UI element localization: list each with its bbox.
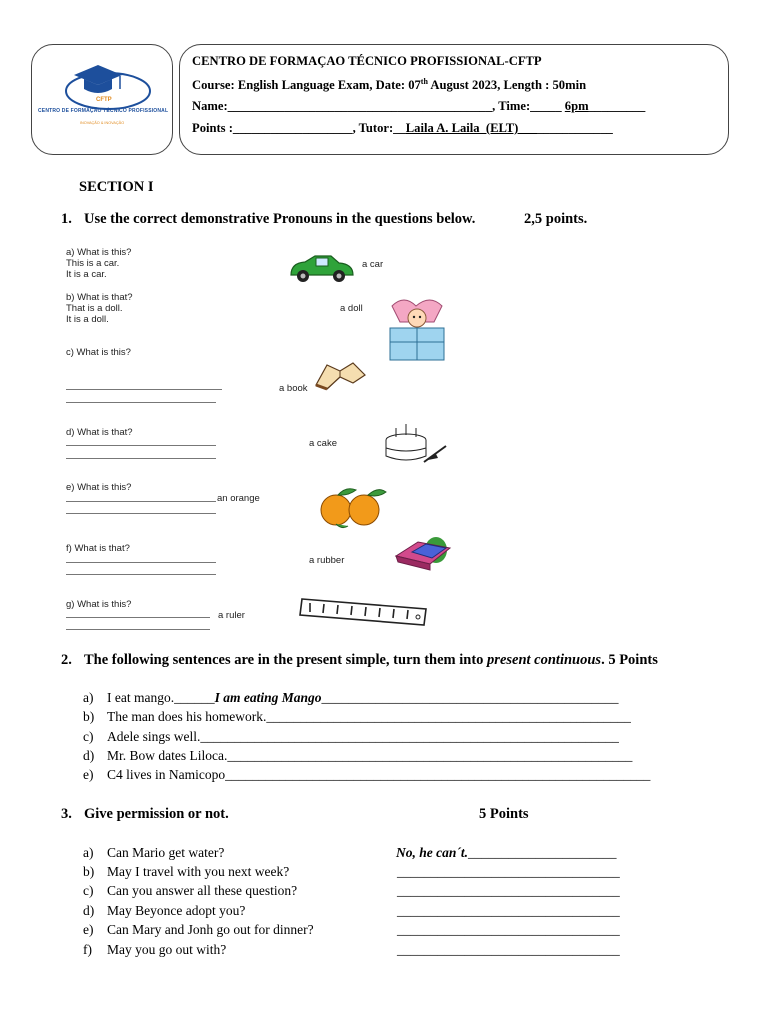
q2-item-c: c) Adele sings well.______________________________________________________________ bbox=[83, 729, 619, 744]
label-rubber: a rubber bbox=[309, 555, 345, 566]
label-cake: a cake bbox=[309, 438, 337, 449]
points-field: Points :___________________, Tutor:__ bbox=[192, 121, 406, 135]
answer-line-c-1[interactable] bbox=[66, 389, 222, 390]
q2-instruction: The following sentences are in the present simple, turn them into present continuous. 5 Points bbox=[84, 652, 658, 668]
q3-item-c: c) Can you answer all these question? bbox=[83, 883, 298, 898]
q3-answer-line-c[interactable]: _________________________________ bbox=[397, 883, 620, 898]
q3-number: 3. bbox=[61, 806, 72, 822]
q3-item-a: a) Can Mario get water? bbox=[83, 845, 225, 860]
course-line: Course: English Language Exam, Date: 07th August 2023, Length : 50min bbox=[192, 77, 587, 93]
q3-answer-line-b[interactable]: _________________________________ bbox=[397, 864, 620, 879]
q1-item-e: e) What is this? bbox=[66, 482, 132, 493]
label-ruler: a ruler bbox=[218, 610, 245, 621]
answer-line-g-1[interactable] bbox=[66, 617, 210, 618]
tutor-value: Laila A. Laila_(ELT)___ bbox=[405, 121, 538, 135]
answer-line-d-2[interactable] bbox=[66, 458, 216, 459]
svg-text:INOVAÇÃO & INOVAÇÃO: INOVAÇÃO & INOVAÇÃO bbox=[80, 121, 125, 125]
q2-item-b: b) The man does his homework.______________________________________________________ bbox=[83, 709, 631, 724]
name-field[interactable]: __________________________________________ bbox=[227, 99, 493, 113]
q3-answer-line-e[interactable]: _________________________________ bbox=[397, 922, 620, 937]
q3-item-b: b) May I travel with you next week? bbox=[83, 864, 290, 879]
q2-item-e: e) C4 lives in Namicopo_______________________________________________________________ bbox=[83, 767, 651, 782]
q1-item-f: f) What is that? bbox=[66, 543, 130, 554]
q2-answer-line-e[interactable]: _______________________________________________________________ bbox=[225, 767, 651, 782]
section-title: SECTION I bbox=[79, 179, 154, 195]
name-time-line: Name:__________________________________________, Time:_____ 6pm_________ bbox=[192, 99, 646, 113]
label-orange: an orange bbox=[217, 493, 260, 504]
time-value: 6pm bbox=[564, 99, 589, 113]
logo-box bbox=[31, 44, 173, 155]
q3-example-answer: No, he can´t. bbox=[396, 845, 468, 860]
svg-text:CFTP: CFTP bbox=[96, 97, 112, 103]
q3-instruction: Give permission or not. bbox=[84, 806, 229, 822]
q3-item-f: f) May you go out with? bbox=[83, 942, 227, 957]
ruler-icon bbox=[298, 595, 430, 629]
rubber-eraser-icon bbox=[392, 532, 456, 572]
book-icon bbox=[313, 361, 367, 391]
answer-line-d-1[interactable] bbox=[66, 445, 216, 446]
school-logo bbox=[32, 45, 172, 154]
q1-points: 2,5 points. bbox=[524, 211, 588, 227]
q1-item-g: g) What is this? bbox=[66, 599, 132, 610]
q1-instruction: Use the correct demonstrative Pronouns in the questions below. bbox=[84, 211, 476, 227]
center-name: CENTRO DE FORMAÇAO TÉCNICO PROFISSIONAL-CFTP bbox=[192, 54, 542, 68]
q3-points: 5 Points bbox=[479, 806, 529, 822]
svg-text:CENTRO DE FORMAÇÃO TÉCNICO PRO: CENTRO DE FORMAÇÃO TÉCNICO PROFISSIONAL bbox=[38, 108, 168, 114]
points-tutor-line: Points :___________________, Tutor:__Laila A. Laila_(ELT)_______________ bbox=[192, 121, 613, 135]
answer-line-g-2[interactable] bbox=[66, 629, 210, 630]
q3-answer-line-a[interactable]: ______________________ bbox=[468, 845, 617, 860]
q2-answer-line-d[interactable]: ____________________________________________________________ bbox=[227, 748, 633, 763]
label-doll: a doll bbox=[340, 303, 363, 314]
q2-item-a: a) I eat mango.______I am eating Mango____________________________________________ bbox=[83, 690, 619, 705]
q1-item-a: a) What is this? This is a car. It is a car. bbox=[66, 247, 132, 280]
graduation-cap-icon bbox=[74, 65, 122, 85]
answer-line-f-2[interactable] bbox=[66, 574, 216, 575]
q3-item-e: e) Can Mary and Jonh go out for dinner? bbox=[83, 922, 314, 937]
orange-icon bbox=[316, 484, 390, 530]
answer-line-c-2[interactable] bbox=[66, 402, 216, 403]
q1-number: 1. bbox=[61, 211, 72, 227]
doll-in-box-icon bbox=[386, 296, 448, 362]
answer-line-e-2[interactable] bbox=[66, 513, 216, 514]
q3-answer-line-d[interactable]: _________________________________ bbox=[397, 903, 620, 918]
label-book: a book bbox=[279, 383, 308, 394]
answer-line-e-1[interactable] bbox=[66, 501, 216, 502]
q2-answer-line-a[interactable]: ____________________________________________ bbox=[321, 690, 619, 705]
q2-item-d: d) Mr. Bow dates Liloca.____________________________________________________________ bbox=[83, 748, 633, 763]
label-car: a car bbox=[362, 259, 384, 270]
name-label: Name: bbox=[192, 99, 228, 113]
q2-number: 2. bbox=[61, 652, 72, 668]
q2-answer-line-c[interactable]: ______________________________________________________________ bbox=[200, 729, 619, 744]
q1-item-d: d) What is that? bbox=[66, 427, 133, 438]
q2-example-answer: I am eating Mango bbox=[214, 690, 322, 705]
q3-answer-a bbox=[396, 845, 617, 861]
q2-answer-line-b[interactable]: ______________________________________________________ bbox=[266, 709, 631, 724]
car-icon bbox=[285, 253, 357, 285]
q3-item-d: d) May Beyonce adopt you? bbox=[83, 903, 246, 918]
q1-item-b: b) What is that? That is a doll. It is a doll. bbox=[66, 292, 133, 325]
answer-line-f-1[interactable] bbox=[66, 562, 216, 563]
q3-answer-line-f[interactable]: _________________________________ bbox=[397, 942, 620, 957]
q1-item-c: c) What is this? bbox=[66, 347, 131, 358]
cake-icon bbox=[380, 418, 450, 468]
